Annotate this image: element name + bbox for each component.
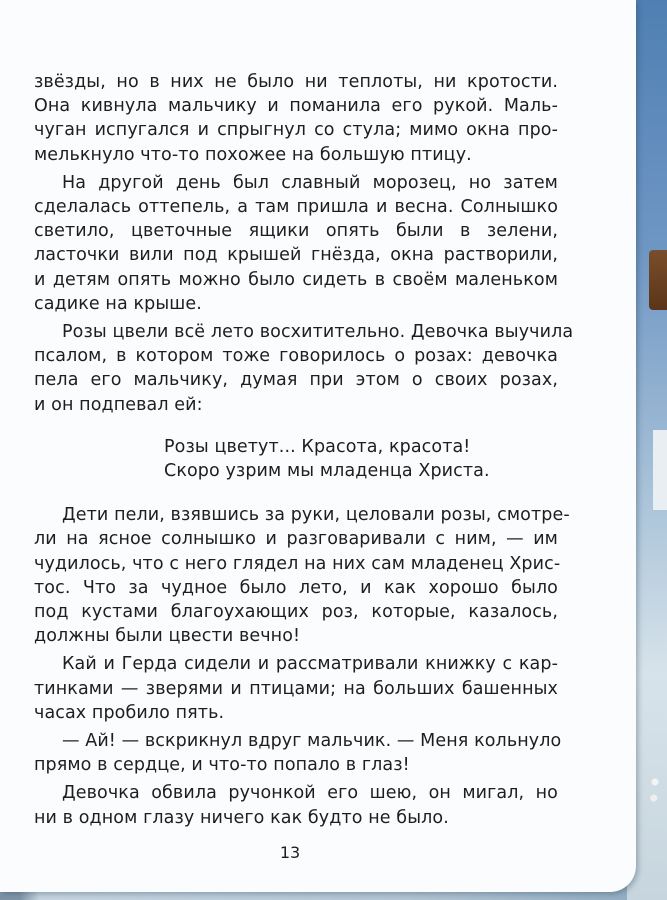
text-line: ли на ясное солнышко и разговаривали с ним, — им <box>34 529 558 550</box>
text-line: тинками — зверями и птицами; на больших башенных <box>34 678 558 699</box>
text-line: чуган испугался и спрыгнул со стула; мимо окна про- <box>34 120 558 141</box>
text-line: под кустами благоухающих роз, которые, казалось, <box>34 602 558 623</box>
text-line: мелькнуло что-то похожее на большую птицу. <box>34 144 472 165</box>
verse-line: Скоро узрим мы младенца Христа. <box>164 461 490 482</box>
text-line: светило, цветочные ящики опять были в зелени, <box>34 221 558 242</box>
text-line: ни в одном глазу ничего как будто не было. <box>34 807 449 828</box>
text-line: Кай и Герда сидели и рассматривали книжку с кар- <box>62 654 558 675</box>
text-line: На другой день был славный морозец, но затем <box>62 172 558 193</box>
paragraph <box>34 729 562 777</box>
illustration-flowers <box>649 770 661 810</box>
text-line: — Ай! — вскрикнул вдруг мальчик. — Меня кольнуло <box>62 731 562 752</box>
text-line: Она кивнула мальчику и поманила его рукой. Маль- <box>34 96 558 117</box>
text-line: садике на крыше. <box>34 293 202 314</box>
text-line: звёзды, но в них не было ни теплоты, ни кротости. <box>34 72 558 92</box>
text-line: ласточки вили под крышей гнёзда, окна растворили, <box>34 245 558 266</box>
paragraph <box>34 652 558 725</box>
text-line: и он подпевал ей: <box>34 394 203 415</box>
text-line: должны были цвести вечно! <box>34 626 301 647</box>
text-line: Дети пели, взявшись за руки, целовали розы, смотре- <box>62 505 570 526</box>
text-line: прямо в сердце, и что-то попало в глаз! <box>34 755 410 776</box>
illustration-hut <box>649 250 667 310</box>
page-number: 13 <box>279 843 301 862</box>
paragraph <box>34 320 574 417</box>
text-line: тос. Что за чудное было лето, и как хорошо было <box>34 577 558 598</box>
paragraph <box>34 503 570 648</box>
paragraph <box>34 171 558 316</box>
paragraph <box>34 70 558 167</box>
text-line: пела его мальчику, думая при этом о своих розах, <box>34 370 558 391</box>
text-line: псалом, в котором тоже говорилось о розах: девочка <box>34 346 558 367</box>
text-line: часах пробило пять. <box>34 702 225 723</box>
page-text <box>34 70 574 834</box>
text-line: чудилось, что с него глядел на них сам младенец Хрис- <box>34 553 561 574</box>
text-line: Розы цвели всё лето восхитительно. Девочка выучила <box>62 322 574 343</box>
text-line: Девочка обвила ручонкой его шею, он мигал, но <box>62 783 558 804</box>
text-line: и детям опять можно было сидеть в своём маленьком <box>34 269 558 290</box>
psalm-verse <box>164 435 558 483</box>
text-line: сделалась оттепель, а там пришла и весна. Солнышко <box>34 197 558 218</box>
paragraph <box>34 781 558 829</box>
verse-line: Розы цветут... Красота, красота! <box>164 436 471 457</box>
illustration-wall <box>653 430 667 510</box>
